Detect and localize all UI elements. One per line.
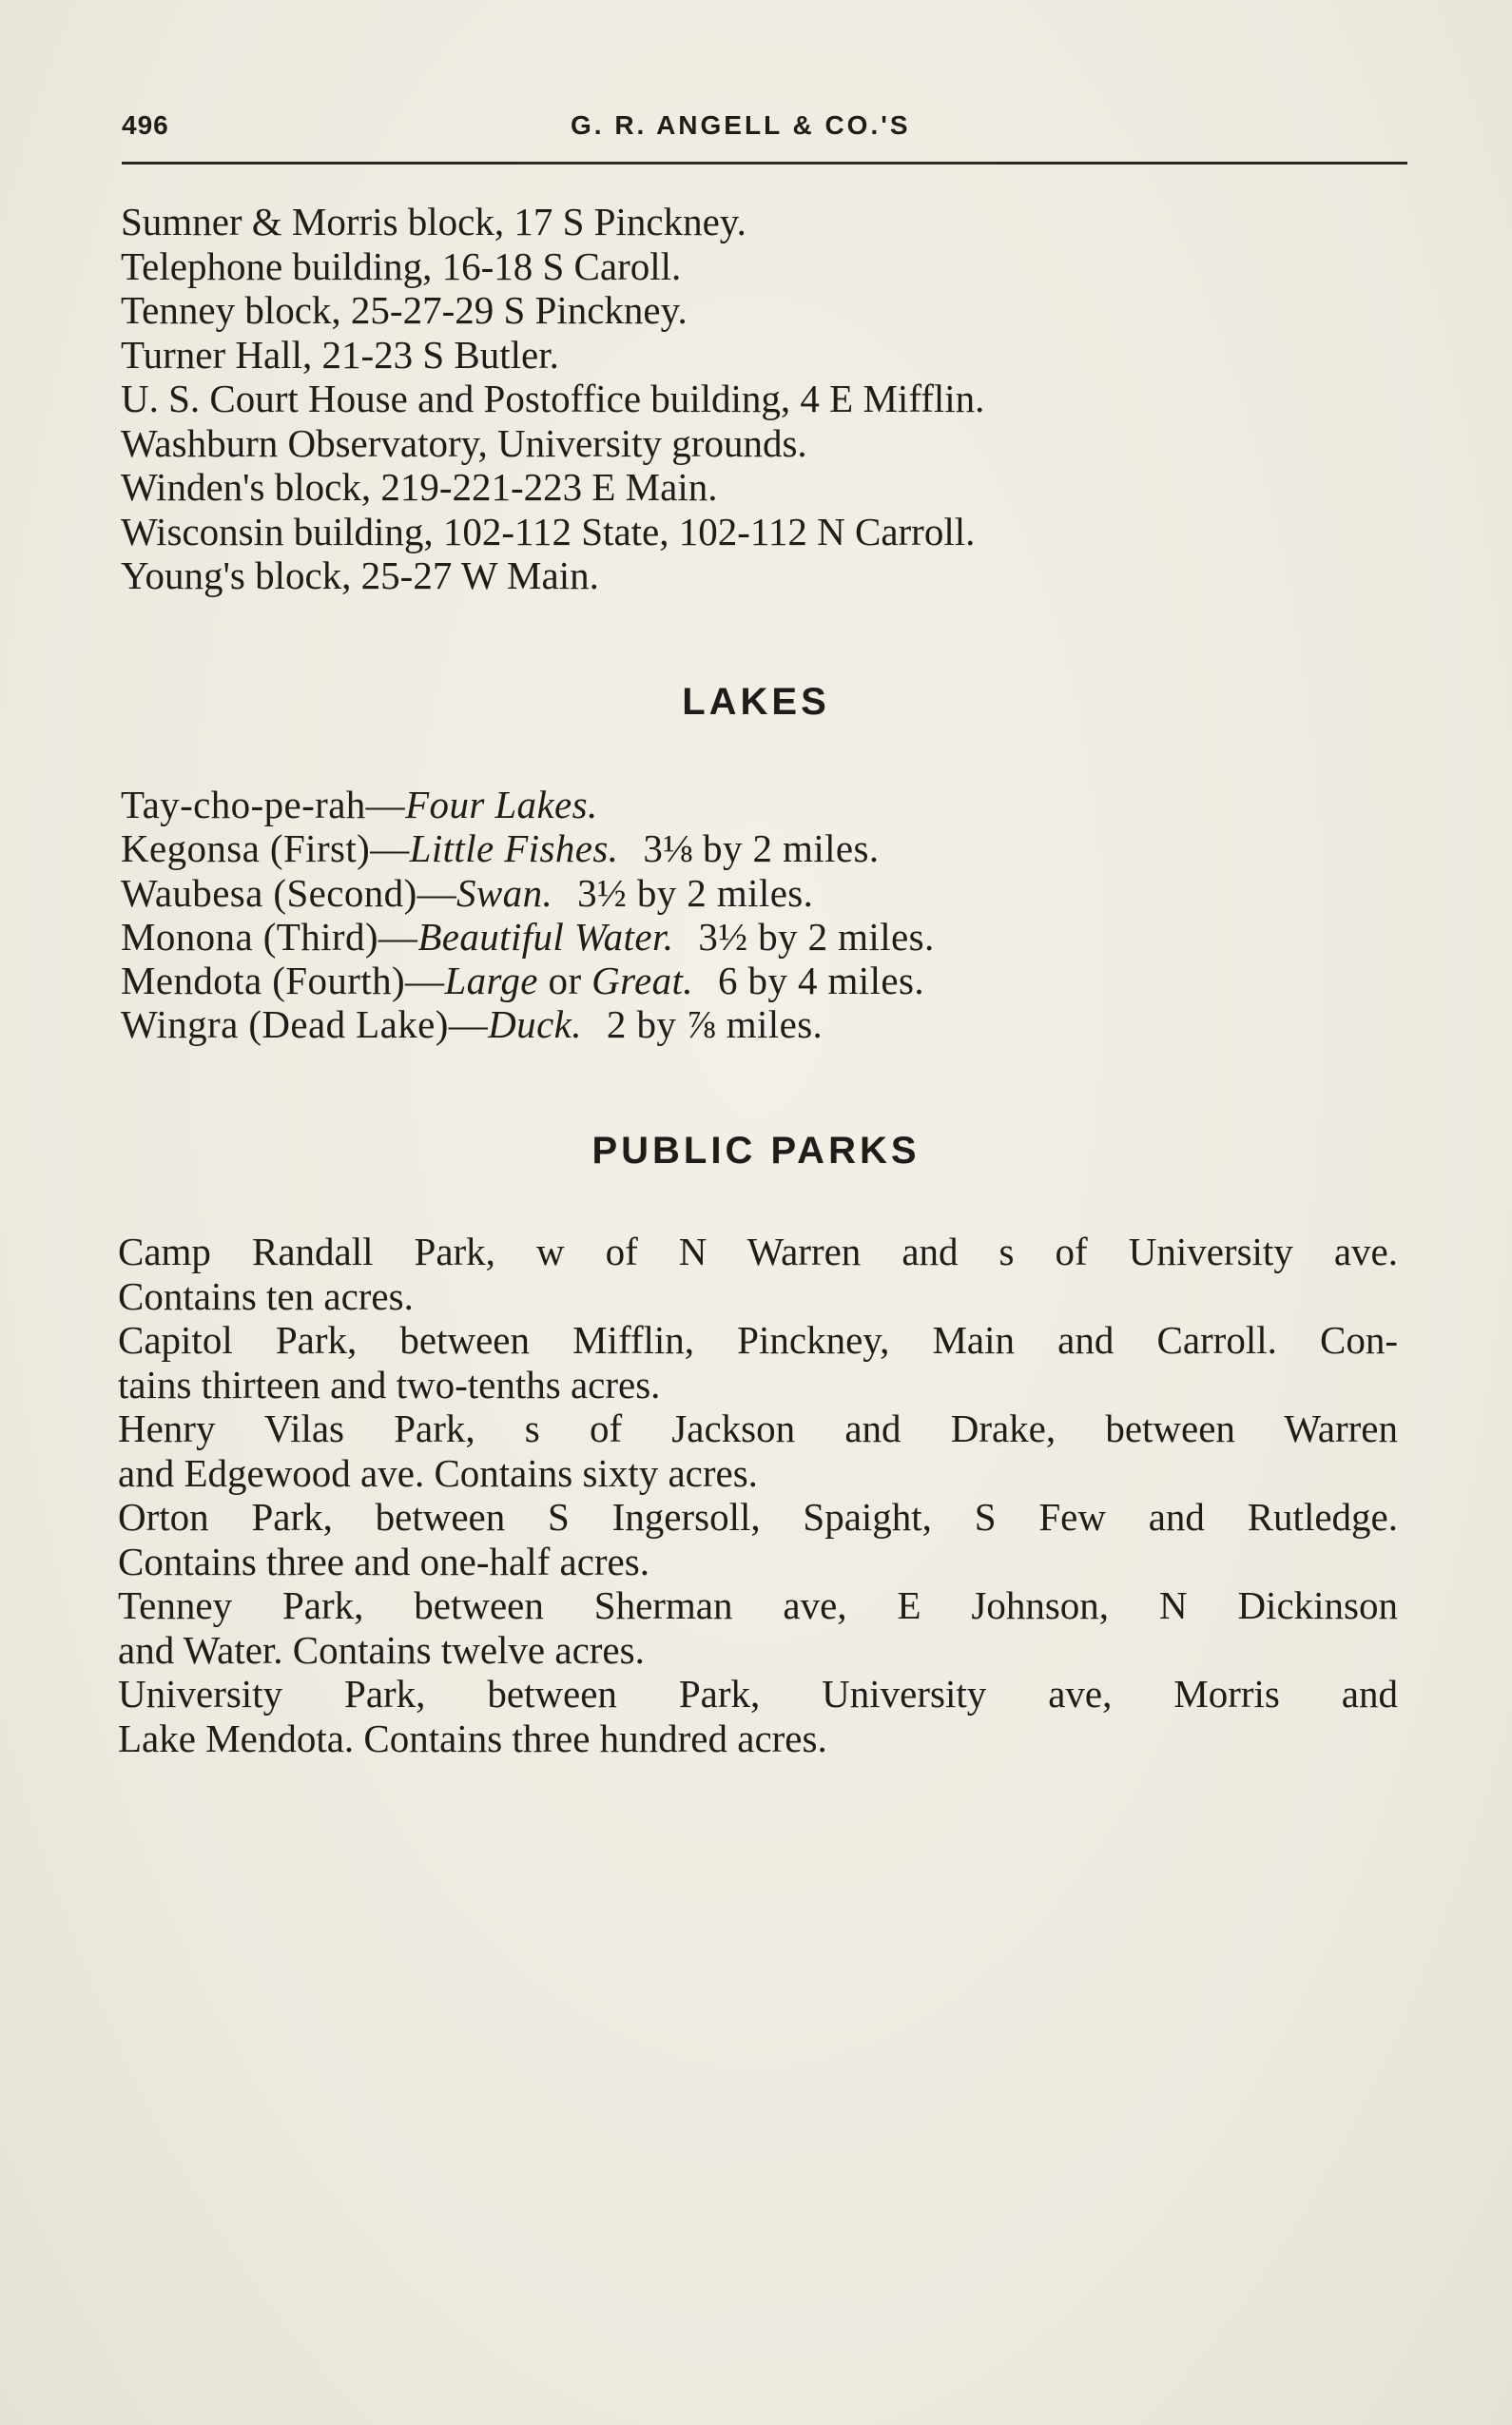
- park-item: [118, 1583, 1398, 1672]
- park-line: Tenney Park, between Sherman ave, E Johnson, N Dickinson: [118, 1583, 1398, 1627]
- lake-name: Kegonsa (First)—: [121, 826, 410, 871]
- lake-size: 3½ by 2 miles.: [577, 870, 814, 915]
- parks-heading: PUBLIC PARKS: [591, 1130, 921, 1172]
- lake-name: Mendota (Fourth)—: [121, 959, 445, 1003]
- park-line: Henry Vilas Park, s of Jackson and Drake, between Warren: [118, 1406, 1398, 1450]
- park-line: and Edgewood ave. Contains sixty acres.: [118, 1450, 758, 1495]
- lake-connector: or: [537, 959, 592, 1003]
- running-head: [122, 107, 1405, 164]
- list-item: Sumner & Morris block, 17 S Pinckney.: [121, 200, 746, 243]
- park-item: [118, 1230, 1398, 1318]
- list-item: U. S. Court House and Postoffice building, 4 E Mifflin.: [121, 377, 985, 420]
- lake-item: [121, 1002, 1399, 1046]
- lake-item: [121, 959, 1399, 1002]
- lake-size: 3½ by 2 miles.: [698, 914, 935, 959]
- lake-item: [121, 871, 1399, 915]
- lake-name: Tay-cho-pe-rah—: [121, 783, 406, 826]
- lakes-list: [121, 783, 1399, 1047]
- parks-list: [118, 1230, 1398, 1760]
- list-item: Tenney block, 25-27-29 S Pinckney.: [121, 288, 688, 332]
- park-item: [118, 1318, 1398, 1406]
- lake-size: 6 by 4 miles.: [717, 959, 924, 1003]
- park-line: tains thirteen and two-tenths acres.: [118, 1362, 661, 1406]
- list-item: Turner Hall, 21-23 S Butler.: [121, 332, 559, 377]
- lake-meaning: Beautiful Water.: [417, 914, 674, 959]
- park-item: [118, 1495, 1398, 1583]
- park-line: Camp Randall Park, w of N Warren and s of University ave.: [118, 1230, 1398, 1273]
- list-item: Wisconsin building, 102-112 State, 102-112 N Carroll.: [121, 509, 976, 553]
- park-line: Contains ten acres.: [118, 1273, 414, 1318]
- lake-meaning-alt: Great.: [591, 959, 693, 1003]
- page-number: 496: [122, 110, 169, 140]
- park-line: University Park, between Park, University ave, Morris and: [118, 1672, 1398, 1716]
- lake-item: [121, 915, 1399, 959]
- list-item: Washburn Observatory, University grounds.: [121, 420, 807, 465]
- lake-name: Wingra (Dead Lake)—: [121, 1002, 489, 1047]
- lake-meaning: Large: [444, 959, 538, 1003]
- lake-name: Monona (Third)—: [121, 914, 418, 959]
- lakes-heading: LAKES: [682, 681, 830, 723]
- lake-name: Waubesa (Second)—: [121, 870, 457, 915]
- park-line: Lake Mendota. Contains three hundred acres.: [118, 1716, 827, 1760]
- list-item: Winden's block, 219-221-223 E Main.: [121, 465, 718, 509]
- park-item: [118, 1672, 1398, 1760]
- lake-meaning: Little Fishes.: [409, 826, 619, 871]
- header-rule: [122, 162, 1407, 165]
- lake-meaning: Swan.: [456, 870, 553, 915]
- lake-size: 2 by ⅞ miles.: [606, 1002, 824, 1047]
- lake-item: [121, 783, 1399, 826]
- list-item: Young's block, 25-27 W Main.: [121, 553, 599, 597]
- lake-meaning: Four Lakes.: [405, 783, 598, 826]
- running-title: G. R. ANGELL & CO.'S: [571, 110, 911, 140]
- park-line: and Water. Contains twelve acres.: [118, 1627, 645, 1672]
- park-line: Contains three and one-half acres.: [118, 1539, 649, 1583]
- lake-item: [121, 826, 1399, 870]
- park-line: Capitol Park, between Mifflin, Pinckney, Main and Carroll. Con-: [118, 1318, 1398, 1362]
- lake-size: 3⅛ by 2 miles.: [643, 826, 880, 871]
- park-item: [118, 1406, 1398, 1495]
- buildings-list: [121, 200, 1399, 598]
- list-item: Telephone building, 16-18 S Caroll.: [121, 243, 682, 288]
- park-line: Orton Park, between S Ingersoll, Spaight, S Few and Rutledge.: [118, 1495, 1398, 1539]
- lake-meaning: Duck.: [488, 1002, 582, 1047]
